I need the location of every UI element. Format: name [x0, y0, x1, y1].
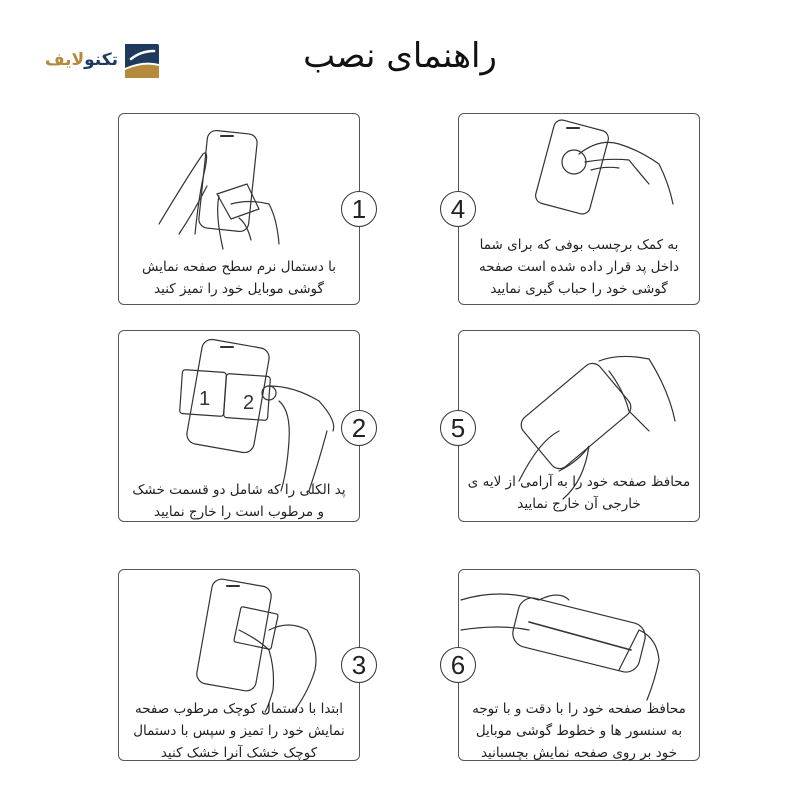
step-4-panel [458, 113, 700, 305]
caption-line: داخل پد قرار داده شده است صفحه [479, 259, 679, 275]
svg-text:2: 2 [243, 392, 255, 414]
step-6-number: 6 [440, 647, 476, 683]
step-3-caption [119, 698, 359, 764]
step-6-caption [459, 698, 699, 764]
step-3-panel [118, 569, 360, 761]
caption-line: کوچک خشک آنرا خشک کنید [160, 745, 318, 761]
caption-line: به سنسور ها و خطوط گوشی موبایل [475, 723, 683, 739]
page-title: راهنمای نصب [303, 36, 497, 76]
step-5-caption [459, 471, 699, 515]
caption-line: با دستمال نرم سطح صفحه نمایش [141, 259, 336, 275]
step-6-panel [458, 569, 700, 761]
caption-line: محافظ صفحه خود را به آرامی از لایه ی [467, 474, 691, 490]
step-1-panel [118, 113, 360, 305]
svg-text:1: 1 [199, 388, 211, 410]
caption-line: خود بر روی صفحه نمایش بچسبانید [480, 745, 678, 761]
step-4-caption [459, 234, 699, 300]
caption-line: گوشی موبایل خود را تمیز کنید [154, 281, 324, 297]
step-5-number: 5 [440, 410, 476, 446]
step-1-number: 1 [341, 191, 377, 227]
caption-line: ابتدا با دستمال کوچک مرطوب صفحه [134, 701, 344, 717]
caption-line: نمایش خود را تمیز و سپس با دستمال [133, 723, 345, 739]
brand-name-part-1: تکنو [84, 50, 118, 70]
step-2-panel [118, 330, 360, 522]
caption-line: و مرطوب است را خارج نمایید [154, 504, 324, 520]
step-5-panel [458, 330, 700, 522]
step-4-number: 4 [440, 191, 476, 227]
caption-line: محافظ صفحه خود را با دقت و با توجه [472, 701, 686, 717]
step-1-caption [119, 256, 359, 300]
caption-line: گوشی خود را حباب گیری نمایید [490, 281, 668, 297]
step-3-number: 3 [341, 647, 377, 683]
step-2-number: 2 [341, 410, 377, 446]
caption-line: به کمک برچسب بوفی که برای شما [479, 237, 679, 253]
caption-line: پد الکلی را که شامل دو قسمت خشک [132, 482, 346, 498]
caption-line: خارجی آن خارج نمایید [517, 496, 641, 512]
step-2-caption [119, 479, 359, 523]
brand-name-part-2: لایف [44, 50, 85, 70]
